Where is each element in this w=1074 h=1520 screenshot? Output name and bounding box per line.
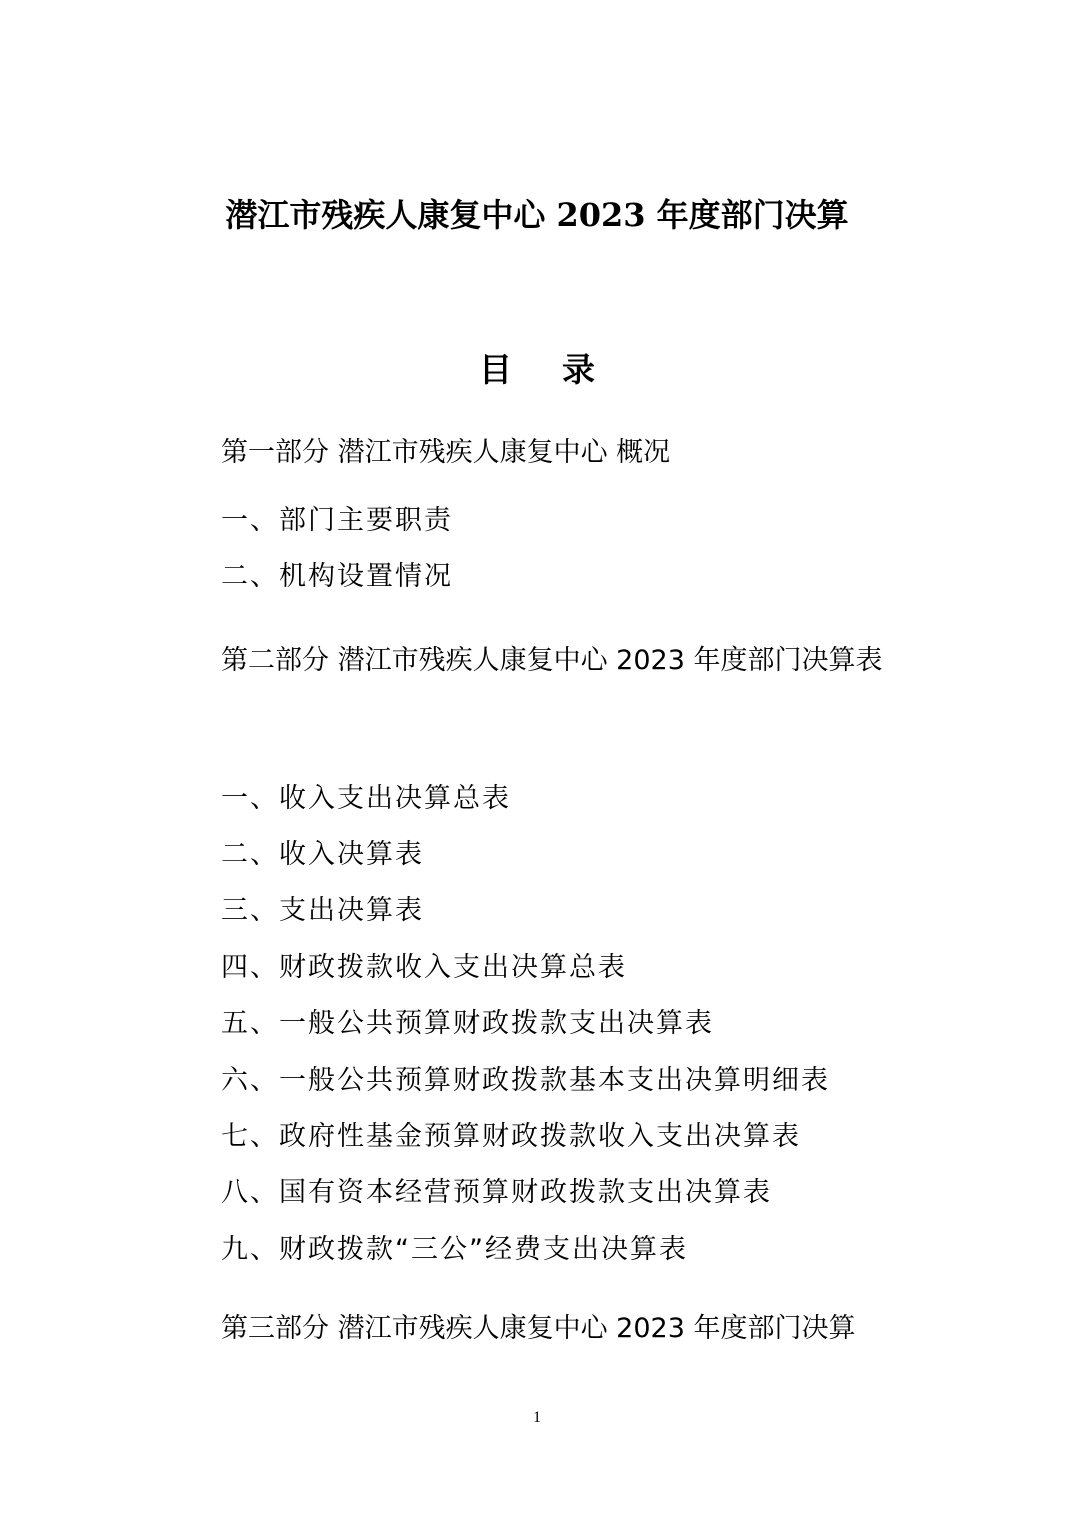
- toc-item[interactable]: 一、收入支出决算总表: [221, 783, 511, 814]
- toc-item[interactable]: 八、国有资本经营预算财政拨款支出决算表: [221, 1177, 772, 1208]
- toc-item[interactable]: 七、政府性基金预算财政拨款收入支出决算表: [221, 1121, 801, 1152]
- toc-item[interactable]: 四、财政拨款收入支出决算总表: [221, 952, 627, 983]
- toc-part-1[interactable]: 第一部分 潜江市残疾人康复中心 概况: [221, 437, 671, 468]
- toc-heading: 目录: [479, 350, 645, 389]
- toc-item[interactable]: 三、支出决算表: [221, 895, 424, 926]
- page-number: 1: [533, 1409, 541, 1426]
- toc-item[interactable]: 五、一般公共预算财政拨款支出决算表: [221, 1008, 714, 1039]
- toc-item[interactable]: 一、部门主要职责: [221, 505, 453, 536]
- toc-item[interactable]: 二、收入决算表: [221, 839, 424, 870]
- toc-part-3[interactable]: 第三部分 潜江市残疾人康复中心 2023 年度部门决算: [221, 1313, 856, 1344]
- document-title: 潜江市残疾人康复中心 2023 年度部门决算: [225, 196, 849, 234]
- toc-item[interactable]: 九、财政拨款“三公”经费支出决算表: [221, 1234, 688, 1265]
- toc-part-2[interactable]: 第二部分 潜江市残疾人康复中心 2023 年度部门决算表: [221, 645, 883, 676]
- toc-item[interactable]: 二、机构设置情况: [221, 561, 453, 592]
- toc-item[interactable]: 六、一般公共预算财政拨款基本支出决算明细表: [221, 1065, 830, 1096]
